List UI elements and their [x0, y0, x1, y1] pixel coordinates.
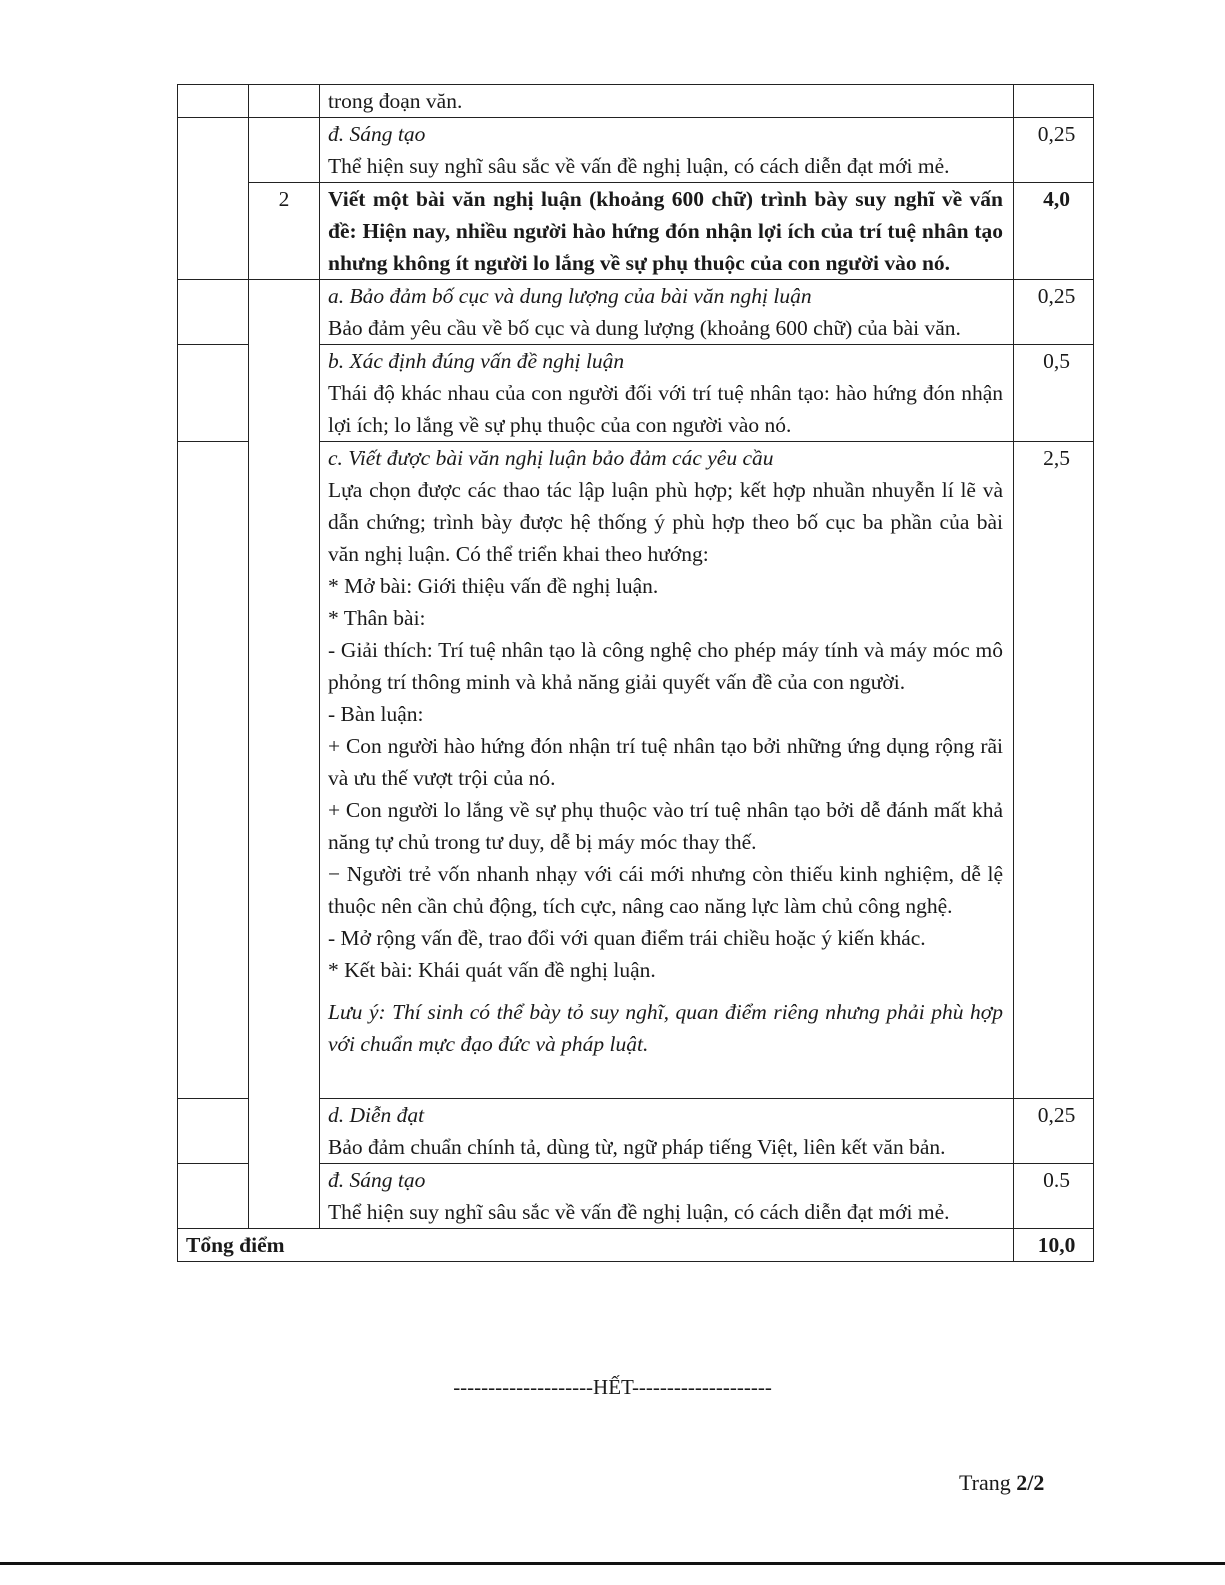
- table-row: [178, 118, 1094, 183]
- criterion-title: đ. Sáng tạo: [328, 122, 426, 146]
- criterion-line: - Mở rộng vấn đề, trao đổi với quan điểm trái chiều hoặc ý kiến khác.: [328, 926, 926, 950]
- bottom-border: [0, 1562, 1225, 1565]
- page-number-value: 2/2: [1016, 1470, 1045, 1495]
- criterion-body: Thái độ khác nhau của con người đối với trí tuệ nhân tạo: hào hứng đón nhận lợi ích; lo lắng về sự phụ thuộc của con người vào nó.: [328, 381, 1003, 437]
- score-cell: 0,5: [1014, 345, 1094, 442]
- end-marker: --------------------HẾT--------------------: [453, 1375, 772, 1399]
- criterion-body: Bảo đảm chuẩn chính tả, dùng từ, ngữ pháp tiếng Việt, liên kết văn bản.: [328, 1135, 946, 1159]
- table-row: [178, 280, 1094, 345]
- criterion-line: - Giải thích: Trí tuệ nhân tạo là công nghệ cho phép máy tính và máy móc mô phỏng trí thông minh và khả năng giải quyết vấn đề của con người.: [328, 638, 1003, 694]
- page-number: [959, 1470, 1044, 1496]
- criterion-line: * Mở bài: Giới thiệu vấn đề nghị luận.: [328, 574, 659, 598]
- score-cell: 0,25: [1014, 280, 1094, 345]
- score-cell: 2,5: [1014, 442, 1094, 1099]
- score-cell: 4,0: [1014, 183, 1094, 280]
- criterion-line: + Con người hào hứng đón nhận trí tuệ nhân tạo bởi những ứng dụng rộng rãi và ưu thế vượt trội của nó.: [328, 734, 1003, 790]
- total-score: 10,0: [1014, 1229, 1094, 1262]
- criterion-body: Thể hiện suy nghĩ sâu sắc về vấn đề nghị luận, có cách diễn đạt mới mẻ.: [328, 1200, 950, 1224]
- criterion-cell: [320, 118, 1014, 183]
- note: Lưu ý: Thí sinh có thể bày tỏ suy nghĩ, quan điểm riêng nhưng phải phù hợp với chuẩn mực đạo đức và pháp luật.: [328, 1000, 1003, 1056]
- row-text: trong đoạn văn.: [320, 85, 1014, 118]
- table-row: [178, 345, 1094, 442]
- criterion-line: + Con người lo lắng về sự phụ thuộc vào trí tuệ nhân tạo bởi dễ đánh mất khả năng tự chủ trong tư duy, dễ bị máy móc thay thế.: [328, 798, 1003, 854]
- total-row: [178, 1229, 1094, 1262]
- score-cell: 0,25: [1014, 1099, 1094, 1164]
- score-cell: 0,25: [1014, 118, 1094, 183]
- criterion-body: Thể hiện suy nghĩ sâu sắc về vấn đề nghị luận, có cách diễn đạt mới mẻ.: [328, 154, 950, 178]
- score-cell: 0.5: [1014, 1164, 1094, 1229]
- table-row: [178, 442, 1094, 1099]
- table-row: [178, 1099, 1094, 1164]
- criterion-body: Bảo đảm yêu cầu về bố cục và dung lượng (khoảng 600 chữ) của bài văn.: [328, 316, 961, 340]
- criterion-line: * Thân bài:: [328, 606, 426, 630]
- criterion-cell: [320, 1099, 1014, 1164]
- criterion-title: d. Diễn đạt: [328, 1103, 425, 1127]
- criterion-line: Lựa chọn được các thao tác lập luận phù hợp; kết hợp nhuần nhuyễn lí lẽ và dẫn chứng; trình bày được hệ thống ý phù hợp theo bố cục ba phần của bài văn nghị luận. Có thể triển khai theo hướng:: [328, 478, 1003, 566]
- question-number: 2: [249, 183, 320, 280]
- criterion-cell: [320, 345, 1014, 442]
- criterion-cell: [320, 280, 1014, 345]
- table-row: [178, 1164, 1094, 1229]
- criterion-title: đ. Sáng tạo: [328, 1168, 426, 1192]
- page-prefix: Trang: [959, 1470, 1017, 1495]
- criterion-line: * Kết bài: Khái quát vấn đề nghị luận.: [328, 958, 656, 982]
- criterion-cell: [320, 1164, 1014, 1229]
- scoring-table: [177, 84, 1094, 1262]
- criterion-line: - Bàn luận:: [328, 702, 424, 726]
- criterion-title: c. Viết được bài văn nghị luận bảo đảm các yêu cầu: [328, 446, 774, 470]
- criterion-cell: [320, 442, 1014, 1099]
- criterion-line: − Người trẻ vốn nhanh nhạy với cái mới nhưng còn thiếu kinh nghiệm, dễ lệ thuộc nên cần chủ động, tích cực, nâng cao năng lực làm chủ công nghệ.: [328, 862, 1003, 918]
- table-row: [178, 85, 1094, 118]
- total-label: Tổng điểm: [178, 1229, 1014, 1262]
- table-row: [178, 183, 1094, 280]
- question-title: Viết một bài văn nghị luận (khoảng 600 chữ) trình bày suy nghĩ về vấn đề: Hiện nay, nhiều người hào hứng đón nhận lợi ích của trí tuệ nhân tạo nhưng không ít người lo lắng về sự phụ thuộc của con người vào nó.: [320, 183, 1014, 280]
- criterion-title: a. Bảo đảm bố cục và dung lượng của bài văn nghị luận: [328, 284, 812, 308]
- criterion-title: b. Xác định đúng vấn đề nghị luận: [328, 349, 625, 373]
